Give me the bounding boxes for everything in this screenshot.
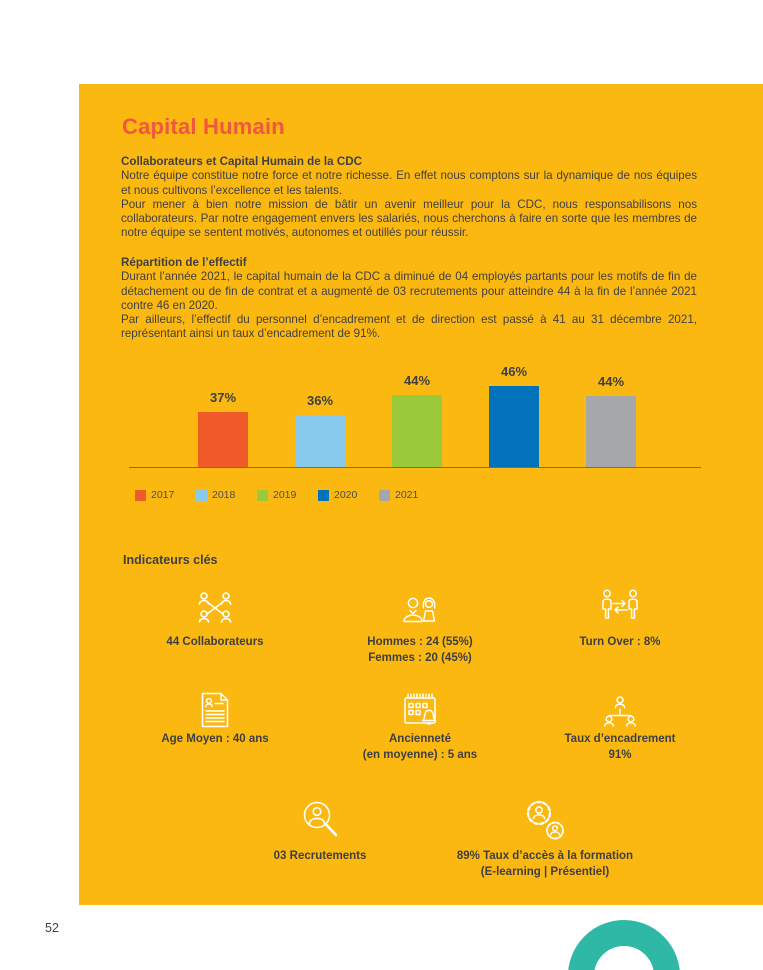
x-axis-line xyxy=(129,467,701,468)
indicator-anciennete xyxy=(320,686,520,763)
legend-label: 2019 xyxy=(273,489,297,501)
repartition-paragraph-1: Durant l’année 2021, le capital humain de la CDC a diminué de 04 employés partants pour les motifs de fin de détachement ou de fin de contrat et a augmenté de 03 recrutements pour atteindre 44 à la fin de l’année 2021 contre 46 en 2020. xyxy=(121,270,697,312)
bar-2021 xyxy=(586,396,636,467)
indicator-label: (E-learning | Présentiel) xyxy=(480,865,610,878)
chart-legend xyxy=(135,489,763,501)
bar-2019 xyxy=(392,395,442,467)
indicator-age-moyen xyxy=(115,686,315,748)
legend-item-2017 xyxy=(135,489,181,501)
repartition-heading: Répartition de l’effectif xyxy=(121,256,247,269)
legend-label: 2017 xyxy=(151,489,175,501)
intro-paragraph-2: Pour mener à bien notre mission de bâtir un avenir meilleur pour la CDC, nous responsabilisons nos collaborateurs. Par notre engagement envers les salariés, nous cherchons à faire en sorte que les membres de notre équipe se sentent motivés, autonomes et outillés pour réussir. xyxy=(121,197,697,240)
calendar-bell-icon xyxy=(320,686,520,728)
legend-label: 2020 xyxy=(334,489,358,501)
indicator-recrutements xyxy=(220,797,420,865)
legend-swatch xyxy=(135,490,146,501)
bar-value-label: 36% xyxy=(306,393,334,408)
legend-swatch xyxy=(379,490,390,501)
indicator-formation xyxy=(415,797,675,880)
intro-heading: Collaborateurs et Capital Humain de la CDC xyxy=(121,155,362,168)
legend-item-2020 xyxy=(318,489,364,501)
repartition-section xyxy=(121,256,697,342)
indicator-label: 91% xyxy=(608,748,632,761)
indicator-label: Ancienneté xyxy=(389,733,451,745)
indicator-label: (en moyenne) : 5 ans xyxy=(362,748,478,761)
legend-swatch xyxy=(196,490,207,501)
people-exchange-icon xyxy=(520,583,720,625)
indicator-taux-encadrement xyxy=(520,686,720,763)
legend-item-2019 xyxy=(257,489,303,501)
people-network-icon xyxy=(115,583,315,625)
intro-paragraph-1: Notre équipe constitue notre force et notre richesse. En effet nous comptons sur la dynamique de nos équipes et nous cultivons l’excellence et les talents. xyxy=(121,169,697,197)
legend-item-2018 xyxy=(196,489,242,501)
bar-value-label: 37% xyxy=(209,390,237,405)
legend-swatch xyxy=(318,490,329,501)
indicator-label: Age Moyen : 40 ans xyxy=(161,733,269,745)
page-title: Capital Humain xyxy=(122,114,285,139)
indicator-label: 89% Taux d’accès à la formation xyxy=(456,850,634,862)
bar-2018 xyxy=(295,415,345,467)
bar-value-label: 44% xyxy=(403,373,431,388)
cv-document-icon xyxy=(115,686,315,728)
man-woman-icon xyxy=(320,583,520,625)
teal-ring-decoration xyxy=(568,920,680,970)
indicator-label: 44 Collaborateurs xyxy=(166,636,264,648)
org-chart-icon xyxy=(520,686,720,728)
bar-value-label: 44% xyxy=(597,374,625,389)
indicator-label: Turn Over : 8% xyxy=(579,636,661,648)
bar-2020 xyxy=(489,386,539,467)
legend-label: 2018 xyxy=(212,489,236,501)
person-magnifier-icon xyxy=(220,797,420,843)
headcount-bar-chart xyxy=(79,364,763,501)
bar-2017 xyxy=(198,412,248,467)
legend-swatch xyxy=(257,490,268,501)
bar-chart-plot-area xyxy=(79,364,763,468)
indicator-label: Taux d’encadrement xyxy=(564,733,676,745)
legend-label: 2021 xyxy=(395,489,419,501)
people-gears-icon xyxy=(415,797,675,843)
bar-value-label: 46% xyxy=(500,364,528,379)
repartition-paragraph-2: Par ailleurs, l’effectif du personnel d’encadrement et de direction est passé à 41 au 31 décembre 2021, représentant ainsi un taux d’encadrement de 91%. xyxy=(121,313,697,341)
indicator-collaborateurs xyxy=(115,583,315,651)
indicator-label: 03 Recrutements xyxy=(273,850,367,862)
intro-section xyxy=(121,155,697,241)
legend-item-2021 xyxy=(379,489,425,501)
yellow-panel xyxy=(79,84,763,905)
indicator-hommes-femmes xyxy=(320,583,520,666)
page-number: 52 xyxy=(45,921,59,935)
indicator-label: Hommes : 24 (55%) xyxy=(367,636,473,648)
indicator-turnover xyxy=(520,583,720,651)
indicator-label: Femmes : 20 (45%) xyxy=(368,651,472,664)
indicators-heading: Indicateurs clés xyxy=(123,553,218,567)
